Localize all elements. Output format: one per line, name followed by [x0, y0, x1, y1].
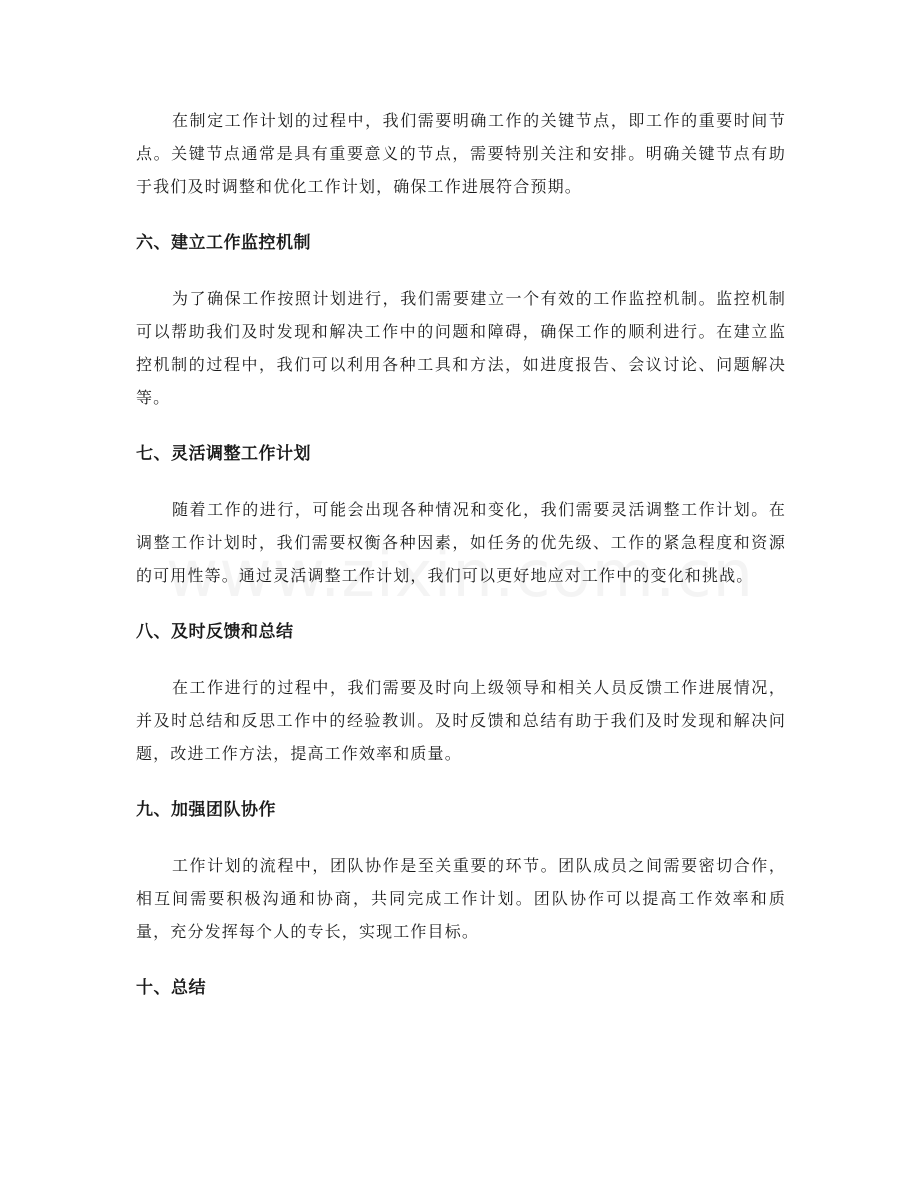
section-heading-7: 七、灵活调整工作计划 [136, 444, 311, 464]
section-heading-9: 九、加强团队协作 [136, 800, 276, 820]
section-paragraph-9: 工作计划的流程中，团队协作是至关重要的环节。团队成员之间需要密切合作，相互间需要积极沟通和协商，共同完成工作计划。团队协作可以提高工作效率和质量，充分发挥每个人的专长，实现工作目标。 [136, 856, 786, 941]
section-heading-6: 六、建立工作监控机制 [136, 233, 311, 253]
section-paragraph-8: 在工作进行的过程中，我们需要及时向上级领导和相关人员反馈工作进展情况，并及时总结和反思工作中的经验教训。及时反馈和总结有助于我们及时发现和解决问题，改进工作方法，提高工作效率和质量。 [136, 678, 786, 763]
section-paragraph-7: 随着工作的进行，可能会出现各种情况和变化，我们需要灵活调整工作计划。在调整工作计划时，我们需要权衡各种因素，如任务的优先级、工作的紧急程度和资源的可用性等。通过灵活调整工作计划，我们可以更好地应对工作中的变化和挑战。 [136, 500, 786, 585]
intro-paragraph: 在制定工作计划的过程中，我们需要明确工作的关键节点，即工作的重要时间节点。关键节点通常是具有重要意义的节点，需要特别关注和安排。明确关键节点有助于我们及时调整和优化工作计划，确保工作进展符合预期。 [136, 111, 786, 196]
section-paragraph-6: 为了确保工作按照计划进行，我们需要建立一个有效的工作监控机制。监控机制可以帮助我们及时发现和解决工作中的问题和障碍，确保工作的顺利进行。在建立监控机制的过程中，我们可以利用各种工具和方法，如进度报告、会议讨论、问题解决等。 [136, 289, 786, 407]
section-heading-8: 八、及时反馈和总结 [136, 622, 294, 642]
section-heading-10: 十、总结 [136, 978, 206, 998]
document-content [136, 104, 786, 1027]
